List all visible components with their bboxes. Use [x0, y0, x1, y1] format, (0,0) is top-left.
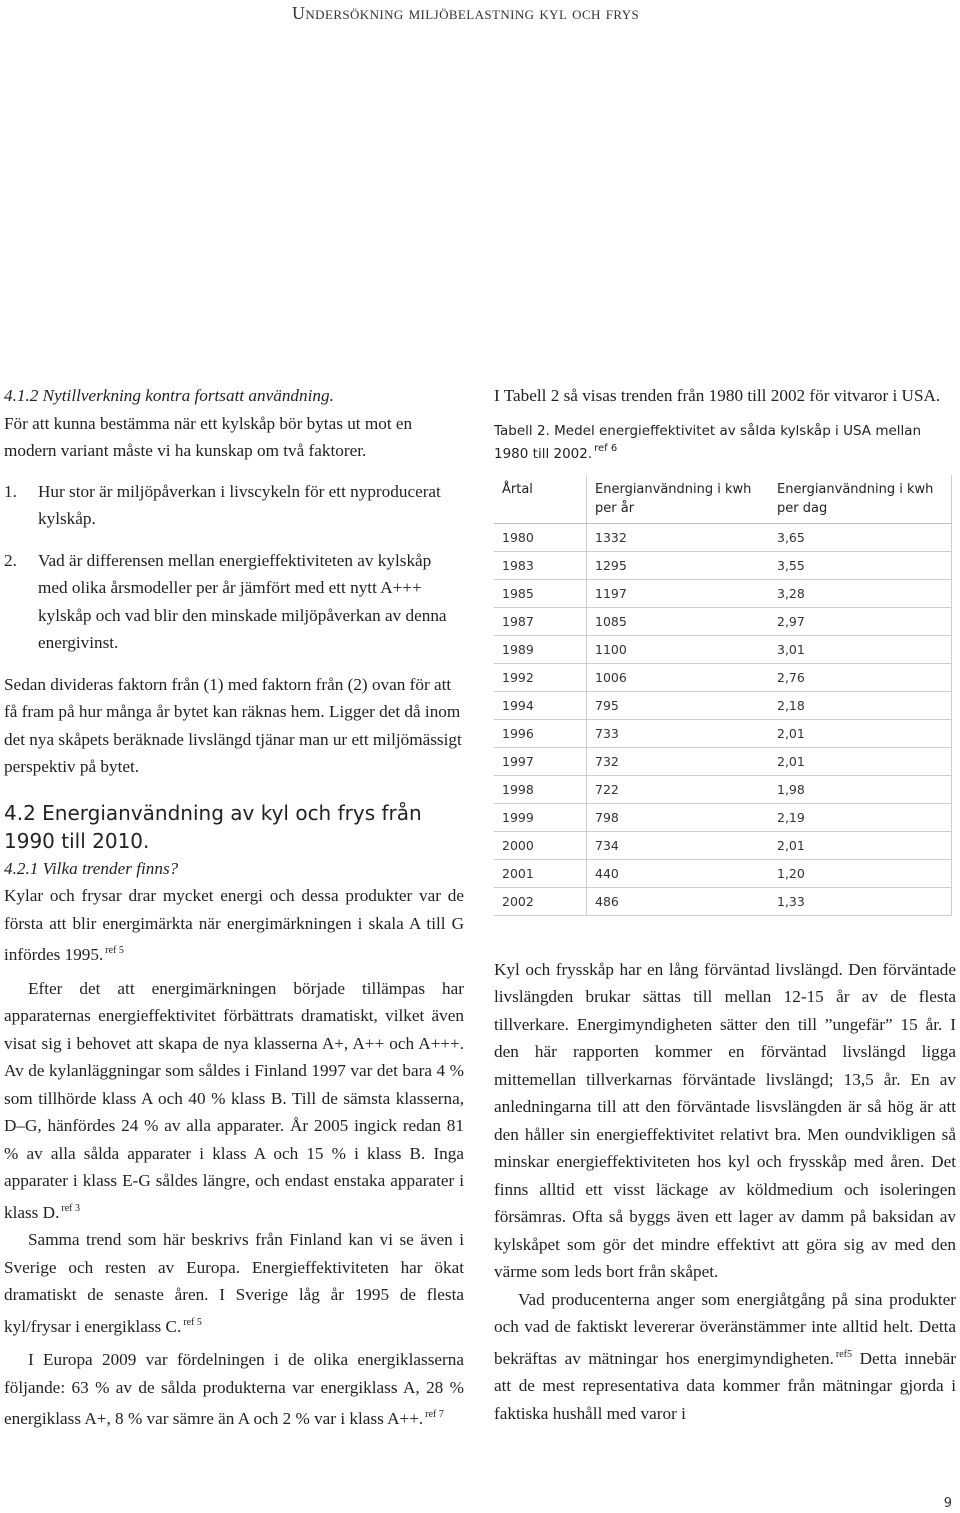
- table-row: [494, 719, 952, 747]
- cell-kwh-per-year: 486: [587, 887, 770, 915]
- cell-year: 2001: [494, 859, 587, 887]
- paragraph-text: I Europa 2009 var fördelningen i de olika energiklasserna följande: 63 % av de sålda produkterna var energiklass A, 28 % energiklass A+, 8 % var sämre än A och 2 % var i klass A++.: [4, 1350, 464, 1428]
- paragraph-text: Samma trend som här beskrivs från Finland kan vi se även i Sverige och resten av Europa. Energieffektiviteten har ökat dramatiskt de senaste åren. I Sverige låg år 1995 de flesta kyl/frysar i energiklass C.: [4, 1230, 464, 1336]
- intro-paragraph: För att kunna bestämma när ett kylskåp bör bytas ut mot en modern variant måste vi ha kunskap om två faktorer.: [4, 413, 413, 460]
- cell-kwh-per-day: 2,18: [769, 691, 952, 719]
- cell-year: 1980: [494, 523, 587, 551]
- cell-kwh-per-year: 1295: [587, 551, 770, 579]
- reference-marker: ref 7: [425, 1409, 444, 1420]
- cell-kwh-per-day: 1,33: [769, 887, 952, 915]
- table-row: [494, 887, 952, 915]
- cell-year: 2000: [494, 831, 587, 859]
- cell-kwh-per-year: 722: [587, 775, 770, 803]
- table-row: [494, 551, 952, 579]
- table-row: [494, 691, 952, 719]
- cell-kwh-per-day: 2,01: [769, 747, 952, 775]
- cell-kwh-per-year: 1100: [587, 635, 770, 663]
- running-title: Undersökning miljöbelastning kyl och frys: [292, 3, 640, 23]
- reference-marker: ref 6: [594, 442, 618, 454]
- cell-kwh-per-year: 1006: [587, 663, 770, 691]
- page-number: 9: [943, 1496, 952, 1511]
- table-row: [494, 579, 952, 607]
- cell-year: 1985: [494, 579, 587, 607]
- cell-kwh-per-day: 2,01: [769, 831, 952, 859]
- reference-marker: ref 5: [105, 945, 124, 956]
- reference-marker: ref 3: [61, 1202, 80, 1214]
- cell-kwh-per-day: 2,76: [769, 663, 952, 691]
- cell-kwh-per-year: 734: [587, 831, 770, 859]
- right-column: [494, 382, 956, 1427]
- table-intro: I Tabell 2 så visas trenden från 1980 till 2002 för vitvaror i USA.: [494, 386, 941, 405]
- column-header-kwh-per-year: Energianvändning i kwh per år: [587, 475, 770, 524]
- cell-kwh-per-day: 1,98: [769, 775, 952, 803]
- cell-kwh-per-day: 2,97: [769, 607, 952, 635]
- table-row: [494, 747, 952, 775]
- cell-year: 1989: [494, 635, 587, 663]
- cell-year: 1996: [494, 719, 587, 747]
- table-row: [494, 635, 952, 663]
- list-item-1: [4, 478, 464, 533]
- table-row: [494, 831, 952, 859]
- cell-kwh-per-year: 732: [587, 747, 770, 775]
- column-header-year: Årtal: [494, 475, 587, 524]
- table-caption: [494, 422, 956, 463]
- paragraph-text: Detta innebär att de mest representativa data kommer från mätningar gjorda i faktiska hushåll med varor i: [494, 1348, 957, 1423]
- list-number-1: 1.: [4, 481, 17, 501]
- paragraph-sweden: [4, 1226, 464, 1340]
- energy-table: [494, 475, 952, 916]
- paragraph-europe: [4, 1346, 464, 1433]
- column-header-kwh-per-day: Energianvändning i kwh per dag: [769, 475, 952, 524]
- cell-kwh-per-year: 1197: [587, 579, 770, 607]
- table-row: [494, 803, 952, 831]
- sub-heading-4-2-1: 4.2.1 Vilka trender finns?: [4, 858, 179, 878]
- cell-year: 1983: [494, 551, 587, 579]
- divide-paragraph: Sedan divideras faktorn från (1) med faktorn från (2) ovan för att få fram på hur många år bytet kan räknas hem. Ligger det då inom det nya skåpets beräknade livslängd tjänar man ur ett miljömässigt perspektiv på bytet.: [4, 674, 462, 776]
- cell-kwh-per-day: 3,65: [769, 523, 952, 551]
- paragraph-lifetime: Kyl och frysskåp har en lång förväntad livslängd. Den förväntade livslängden brukar sättas till mellan 12-15 år av de flesta tillverkare. Energimyndigheten sätter den till ”ungefär” 15 år. I den här rapporten kommer en förväntad livslängd ligga mittemellan tillverkarnas förväntade livslängd; 13,5 år. En av anledningarna till att den förväntade lisvslängden är så hög är att den håller sin energieffektivitet relativt bra. Men oundvikligen så minskar energieffektiviteten hos kyl och frysskåp med åren. Det finns alltid ett visst läckage av köldmedium och isoleringen försämras. Ofta så byggs även ett lager av damm på baksidan av kylskåpet som gör det mindre effektivt att göra sig av med den värme som leds bort från skåpet.: [494, 959, 956, 1281]
- paragraph-energy-labels: [4, 882, 464, 969]
- cell-kwh-per-day: 2,19: [769, 803, 952, 831]
- table-row: [494, 523, 952, 551]
- cell-kwh-per-day: 1,20: [769, 859, 952, 887]
- cell-kwh-per-day: 3,28: [769, 579, 952, 607]
- sub-heading-4-1-2: 4.1.2 Nytillverkning kontra fortsatt användning.: [4, 386, 334, 405]
- left-column: [4, 382, 464, 1433]
- cell-year: 1987: [494, 607, 587, 635]
- cell-kwh-per-day: 3,55: [769, 551, 952, 579]
- cell-kwh-per-day: 2,01: [769, 719, 952, 747]
- reference-marker: ref 5: [183, 1316, 202, 1328]
- table-row: [494, 663, 952, 691]
- cell-kwh-per-year: 795: [587, 691, 770, 719]
- table-row: [494, 859, 952, 887]
- cell-year: 1997: [494, 747, 587, 775]
- caption-text: Tabell 2. Medel energieffektivitet av sålda kylskåp i USA mellan 1980 till 2002.: [494, 422, 922, 462]
- table-row: [494, 775, 952, 803]
- cell-year: 1992: [494, 663, 587, 691]
- paragraph-finland: [4, 975, 464, 1227]
- cell-year: 2002: [494, 887, 587, 915]
- cell-kwh-per-day: 3,01: [769, 635, 952, 663]
- cell-kwh-per-year: 733: [587, 719, 770, 747]
- paragraph-text: Kylar och frysar drar mycket energi och dessa produkter var de första att blir energimärkta när energimärkningen i skala A till G infördes 1995.: [4, 886, 464, 964]
- cell-year: 1994: [494, 691, 587, 719]
- cell-year: 1998: [494, 775, 587, 803]
- table-row: [494, 607, 952, 635]
- running-header: [0, 0, 960, 30]
- cell-kwh-per-year: 1085: [587, 607, 770, 635]
- list-text-1: Hur stor är miljöpåverkan i livscykeln för ett nyproducerat kylskåp.: [38, 481, 441, 528]
- list-number-2: 2.: [4, 550, 17, 570]
- reference-marker: ref5: [835, 1348, 853, 1360]
- list-text-2: Vad är differensen mellan energieffektiviteten av kylskåp med olika årsmodeller per år jämfört med ett nytt A+++ kylskåp och vad blir den minskade miljöpåverkan av denna energivinst.: [38, 550, 447, 652]
- cell-year: 1999: [494, 803, 587, 831]
- paragraph-text: Efter det att energimärkningen började tillämpas har apparaternas energieffektivitet förbättrats dramatiskt, vilket även visat sig i behovet att skapa de nya klasserna A+, A++ och A+++. Av de kylanläggningar som såldes i Finland 1997 var det bara 4 % som tillhörde klass A och 40 % klass B. Till de sämsta klasserna, D–G, hänfördes 24 % av alla apparater. År 2005 ingick redan 81 % av alla sålda apparater i klass A och 15 % i klass B. Inga apparater i klass E-G såldes längre, och endast enstaka apparater i klass D.: [4, 978, 464, 1222]
- cell-kwh-per-year: 440: [587, 859, 770, 887]
- list-item-2: [4, 547, 464, 657]
- cell-kwh-per-year: 798: [587, 803, 770, 831]
- cell-kwh-per-year: 1332: [595, 529, 627, 545]
- table-body: [494, 523, 952, 915]
- table-header-row: [494, 475, 952, 524]
- paragraph-text: Vad producenterna anger som energiåtgång på sina produkter och vad de faktiskt levererar överänstämmer inte alltid helt. Detta bekräftas av mätningar hos energimyndigheten.: [494, 1289, 956, 1368]
- section-heading-4-2: 4.2 Energianvändning av kyl och frys från 1990 till 2010.: [4, 800, 422, 853]
- paragraph-measurements: [494, 1286, 956, 1428]
